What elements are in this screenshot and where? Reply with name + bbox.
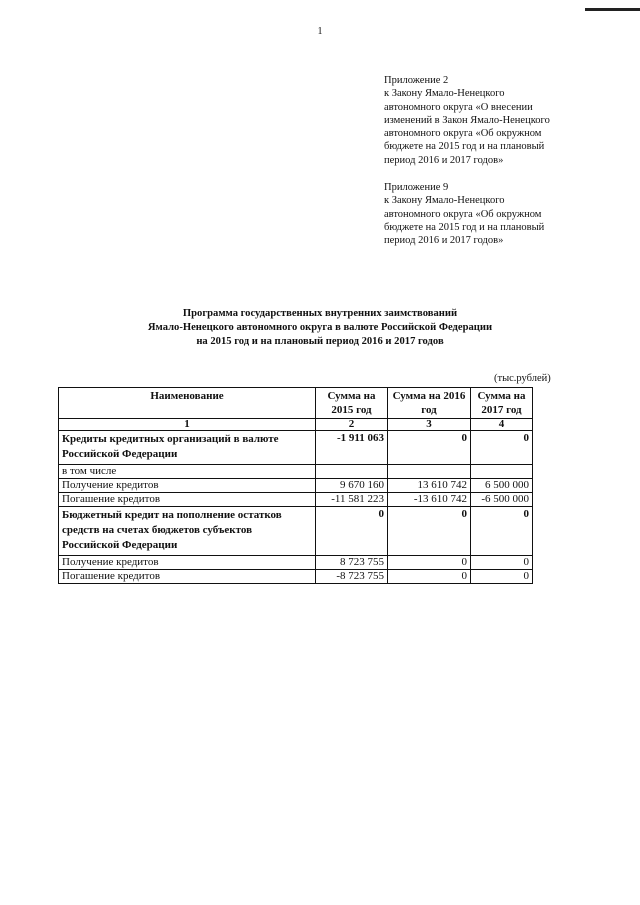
row-name: Получение кредитов (59, 479, 316, 493)
appendix-2-line: автономного округа «Об окружном (384, 128, 542, 140)
appendix-9-line: к Закону Ямало-Ненецкого (384, 195, 505, 207)
appendix-2-line: изменений в Закон Ямало-Ненецкого (384, 114, 550, 126)
cell-2015: 9 670 160 (316, 479, 388, 493)
row-name: Получение кредитов (59, 556, 316, 570)
cell-2017 (471, 465, 533, 479)
cell-2015: -1 911 063 (316, 431, 388, 465)
row-name: Погашение кредитов (59, 570, 316, 584)
scan-edge-mark (585, 8, 640, 11)
units-label: (тыс.рублей) (494, 373, 551, 384)
table-row (59, 493, 533, 507)
table-row (59, 479, 533, 493)
cell-2017: 0 (471, 507, 533, 556)
title-line: Программа государственных внутренних заимствований (182, 308, 458, 319)
cell-2017: 0 (471, 570, 533, 584)
appendix-2-line: период 2016 и 2017 годов» (384, 154, 504, 166)
cell-2017: 6 500 000 (471, 479, 533, 493)
appendix-9-line: бюджете на 2015 год и на плановый (384, 221, 545, 233)
header-2016: Сумма на 2016 год (388, 388, 471, 419)
column-number: 1 (59, 419, 316, 431)
cell-2017: 0 (471, 431, 533, 465)
appendix-9-line: автономного округа «Об окружном (384, 208, 542, 220)
title-line: Ямало-Ненецкого автономного округа в валюте Российской Федерации (147, 322, 493, 333)
cell-2016: -13 610 742 (388, 493, 471, 507)
cell-2016: 0 (388, 431, 471, 465)
appendix-2-note (384, 74, 550, 167)
cell-2015 (316, 465, 388, 479)
appendix-2-line: Приложение 2 (384, 75, 449, 86)
cell-2016: 0 (388, 556, 471, 570)
header-2017: Сумма на 2017 год (471, 388, 533, 419)
cell-2016: 0 (388, 507, 471, 556)
title-line: на 2015 год и на плановый период 2016 и 2017 годов (196, 336, 444, 347)
column-number: 2 (316, 419, 388, 431)
cell-2016: 0 (388, 570, 471, 584)
column-number: 3 (388, 419, 471, 431)
page-number: 1 (317, 26, 323, 37)
table-header-row (59, 388, 533, 419)
document-title (0, 307, 640, 349)
table-row (59, 431, 533, 465)
cell-2017: 0 (471, 556, 533, 570)
appendix-2-line: бюджете на 2015 год и на плановый (384, 141, 545, 153)
cell-2015: -11 581 223 (316, 493, 388, 507)
appendix-9-line: Приложение 9 (384, 182, 449, 193)
column-number: 4 (471, 419, 533, 431)
cell-2015: 8 723 755 (316, 556, 388, 570)
table-row (59, 465, 533, 479)
cell-2015: 0 (316, 507, 388, 556)
appendix-9-note (384, 181, 544, 247)
row-name: Погашение кредитов (59, 493, 316, 507)
borrowing-table (58, 387, 533, 584)
cell-2016: 13 610 742 (388, 479, 471, 493)
column-number-row (59, 419, 533, 431)
cell-2016 (388, 465, 471, 479)
row-name: Кредиты кредитных организаций в валюте Российской Федерации (59, 431, 316, 465)
table-row (59, 507, 533, 556)
cell-2015: -8 723 755 (316, 570, 388, 584)
appendix-2-line: к Закону Ямало-Ненецкого (384, 88, 505, 100)
appendix-2-line: автономного округа «О внесении (384, 101, 533, 113)
row-name: в том числе (59, 465, 316, 479)
cell-2017: -6 500 000 (471, 493, 533, 507)
table-row (59, 556, 533, 570)
table-row (59, 570, 533, 584)
row-name: Бюджетный кредит на пополнение остатков средств на счетах бюджетов субъектов Российской Федерации (59, 507, 316, 556)
appendix-9-line: период 2016 и 2017 годов» (384, 235, 504, 247)
header-name: Наименование (59, 388, 316, 419)
header-2015: Сумма на 2015 год (316, 388, 388, 419)
